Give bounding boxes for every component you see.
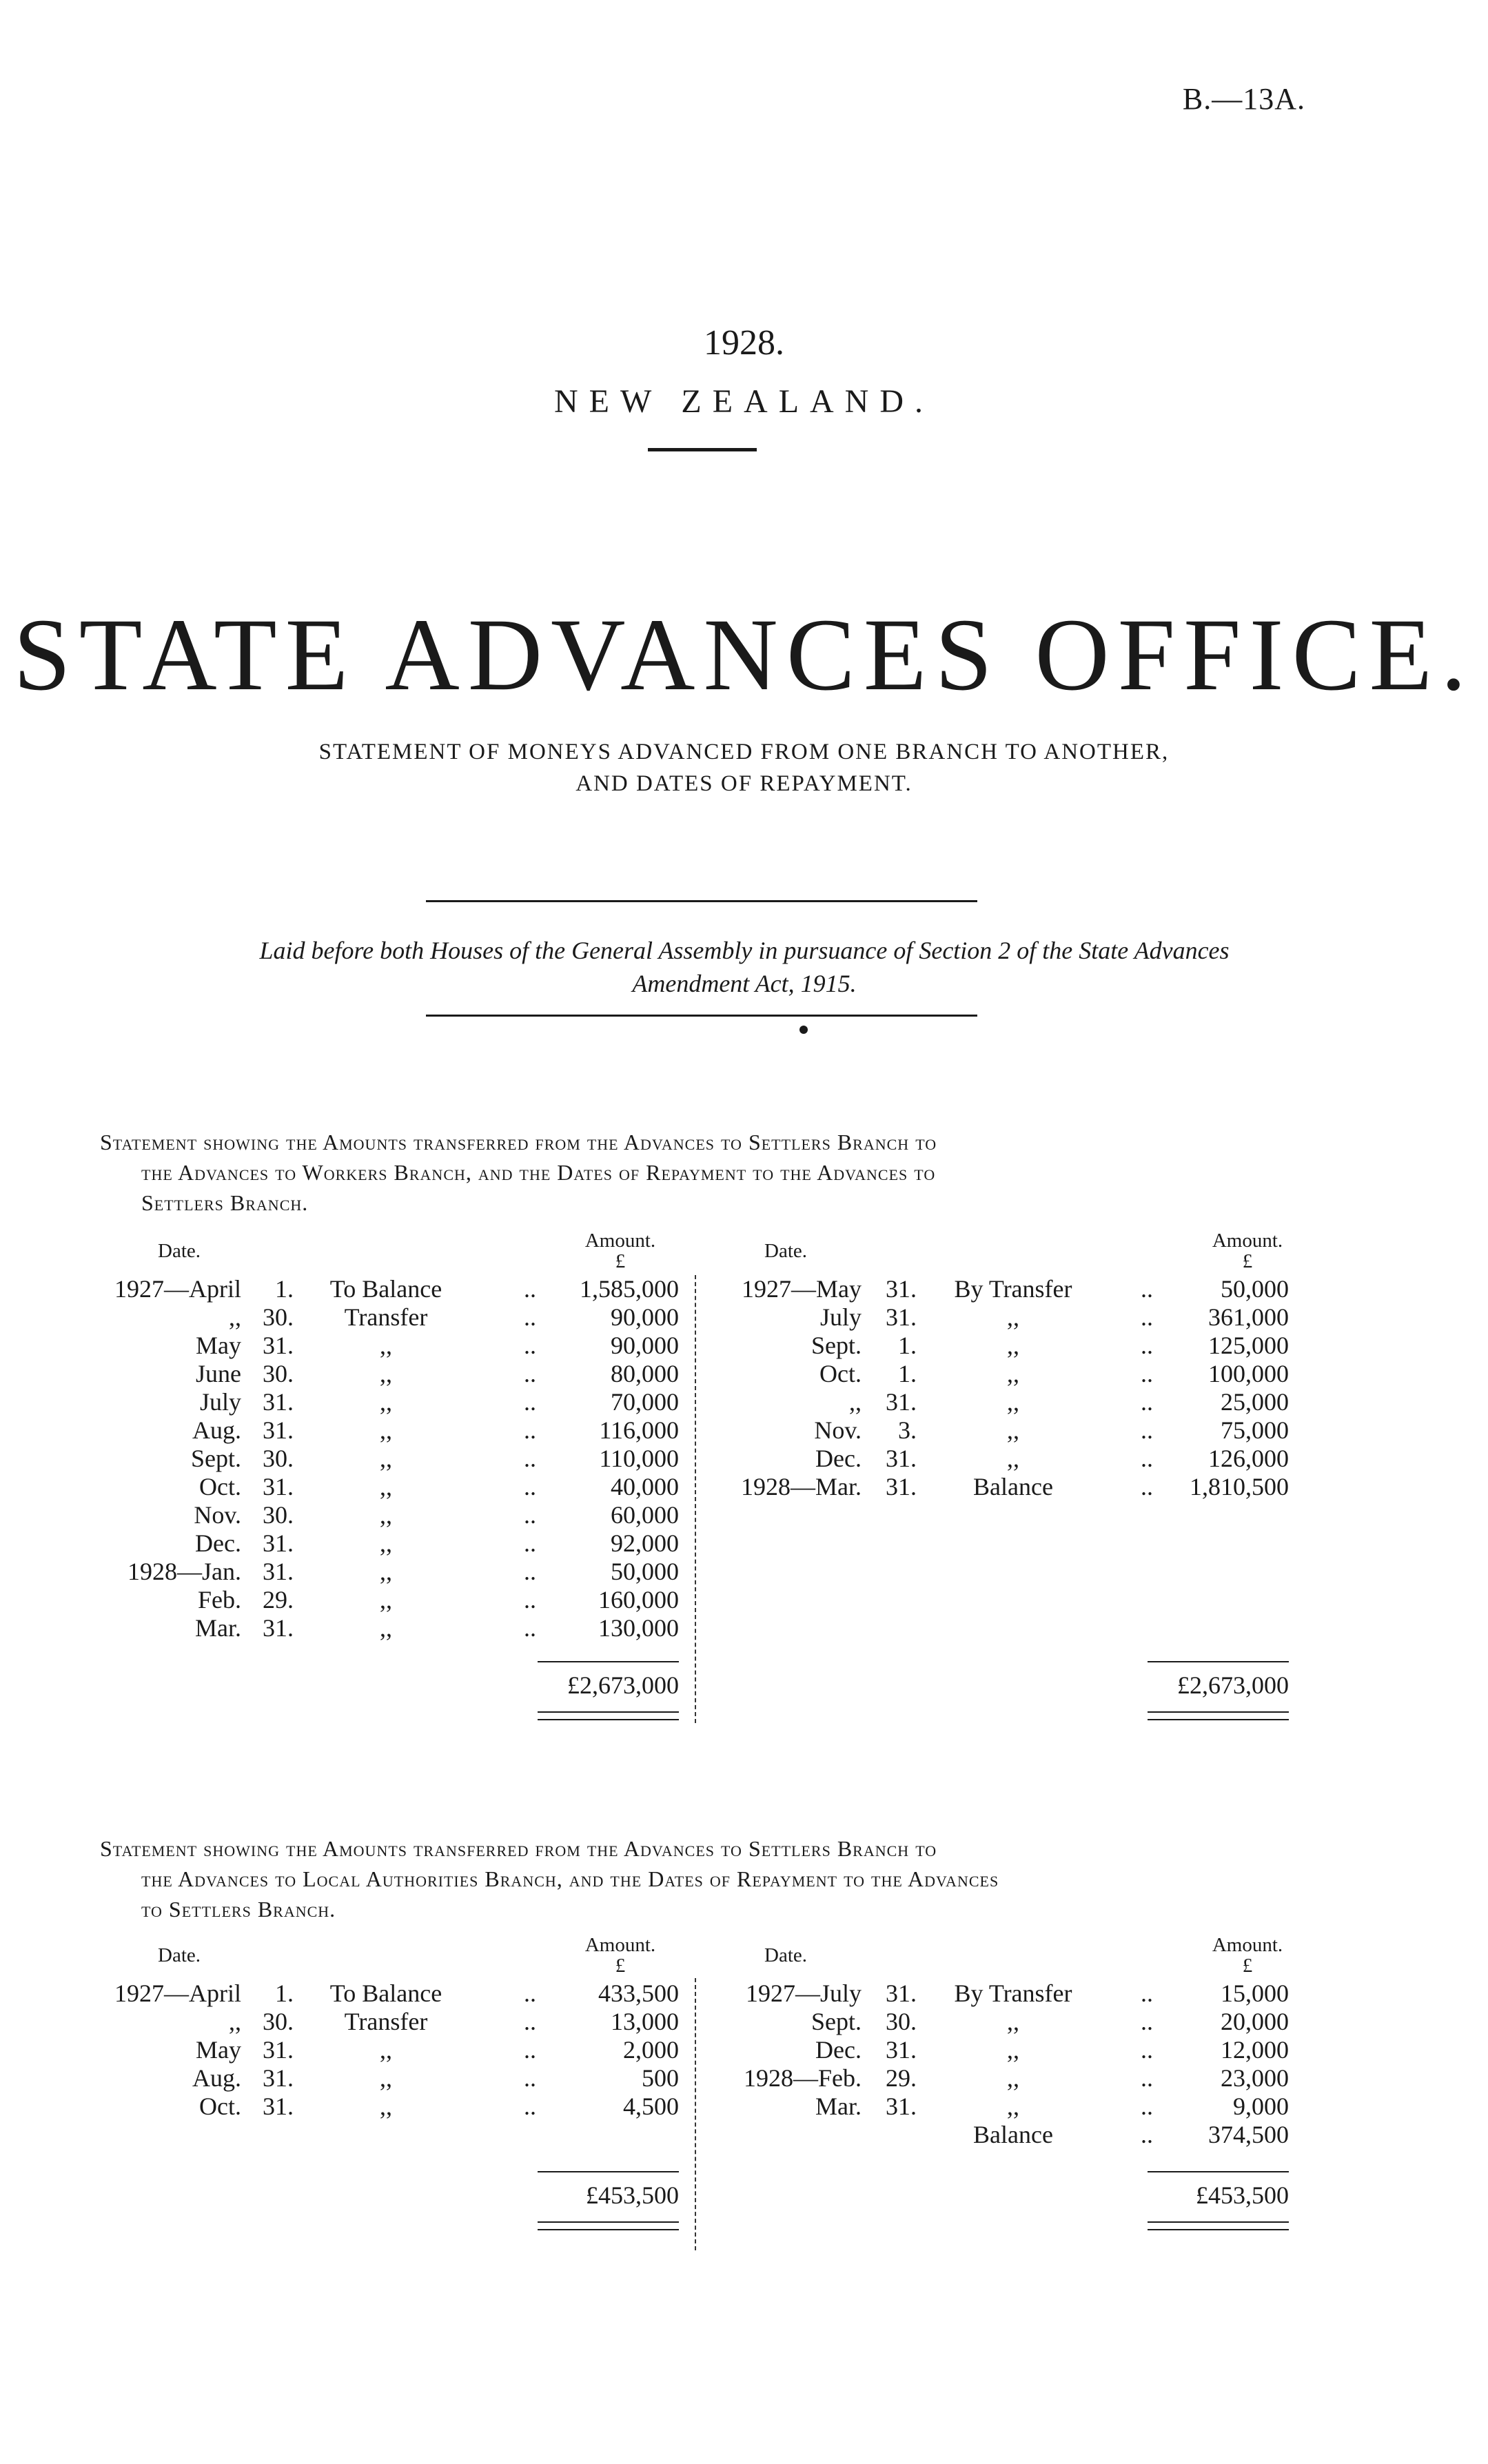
ledger-date: 1927—May	[742, 1275, 862, 1303]
ledger-day: 30.	[263, 2008, 294, 2035]
ledger-description: ,,	[380, 1332, 392, 1359]
currency-symbol: £	[1242, 1250, 1253, 1272]
ledger-description: ,,	[380, 2064, 392, 2092]
ledger-description: ,,	[380, 2093, 392, 2120]
ledger-amount: 116,000	[599, 1416, 679, 1444]
statement-2-heading-line-1: Statement showing the Amounts transferred from the Advances to Settlers Branch to	[100, 1836, 937, 1861]
ledger-date: Dec.	[815, 1445, 862, 1472]
ledger-date: ,,	[229, 1303, 241, 1331]
ledger-day: 31.	[263, 1614, 294, 1642]
ledger-day: 31.	[263, 2064, 294, 2092]
statement-1-heading-line-1: Statement showing the Amounts transferred from the Advances to Settlers Branch to	[100, 1130, 937, 1154]
leader-dots: ..	[524, 1360, 536, 1387]
ledger-day: 1.	[898, 1360, 917, 1387]
report-reference: B.—13A.	[1182, 82, 1305, 116]
ledger-day: 31.	[886, 2036, 917, 2064]
statement-1-heading-line-2: the Advances to Workers Branch, and the Dates of Repayment to the Advances to	[141, 1160, 936, 1185]
statement-2-left-double-rule	[538, 2221, 679, 2230]
ledger-day: 31.	[886, 1388, 917, 1416]
statement-2-right-sum-rule	[1148, 2171, 1289, 2172]
statement-1-right-sum-rule	[1148, 1661, 1289, 1662]
leader-dots: ..	[524, 1501, 536, 1529]
ledger-amount: 110,000	[599, 1445, 679, 1472]
ledger-amount: 160,000	[598, 1586, 679, 1613]
report-year: 1928.	[704, 323, 784, 363]
statement-2-heading-line-3: to Settlers Branch.	[141, 1897, 336, 1922]
ledger-date: May	[196, 2036, 241, 2064]
ledger-description: ,,	[1007, 1360, 1019, 1387]
ledger-row	[0, 1416, 1488, 1444]
leader-dots: ..	[524, 1586, 536, 1613]
ledger-date: 1928—Jan.	[128, 1558, 241, 1585]
ledger-amount: 433,500	[598, 1979, 679, 2007]
ledger-amount: 1,585,000	[580, 1275, 679, 1303]
ledger-date: Sept.	[190, 1445, 241, 1472]
ledger-amount: 60,000	[611, 1501, 679, 1529]
ledger-row	[0, 1558, 1488, 1585]
statement-1-left-sum-rule	[538, 1661, 679, 1662]
divider-rule-upper	[426, 900, 977, 902]
subtitle-line-1: STATEMENT OF MONEYS ADVANCED FROM ONE BRANCH TO ANOTHER,	[318, 740, 1170, 764]
ledger-day: 31.	[263, 1529, 294, 1557]
ledger-row	[0, 1332, 1488, 1359]
ledger-date: 1927—April	[114, 1275, 241, 1303]
ledger-amount: 70,000	[611, 1388, 679, 1416]
ledger-date: Nov.	[814, 1416, 862, 1444]
laid-line-1: Laid before both Houses of the General Assembly in pursuance of Section 2 of the State Advances	[259, 937, 1230, 964]
amount-header-label: Amount.	[584, 1934, 656, 1956]
statement-1-column-divider	[695, 1275, 696, 1723]
ledger-amount: 361,000	[1208, 1303, 1289, 1331]
statement-2-column-divider	[695, 1978, 696, 2250]
ledger-day: 1.	[275, 1275, 294, 1303]
ledger-row	[0, 2008, 1488, 2035]
ledger-date: Oct.	[199, 1473, 241, 1500]
ledger-amount: 50,000	[611, 1558, 679, 1585]
country-heading: NEW ZEALAND.	[553, 383, 935, 420]
leader-dots: ..	[524, 1388, 536, 1416]
leader-dots: ..	[1141, 1473, 1153, 1500]
ledger-date: 1928—Feb.	[744, 2064, 862, 2092]
leader-dots: ..	[524, 2064, 536, 2092]
ledger-date: May	[196, 1332, 241, 1359]
leader-dots: ..	[524, 2008, 536, 2035]
leader-dots: ..	[524, 1416, 536, 1444]
statement-2-left-amount-header	[565, 1935, 675, 1976]
ledger-day: 31.	[263, 1332, 294, 1359]
leader-dots: ..	[524, 1332, 536, 1359]
ledger-day: 30.	[263, 1360, 294, 1387]
ledger-date: Oct.	[199, 2093, 241, 2120]
ledger-date: 1927—July	[745, 1979, 862, 2007]
ledger-row	[0, 1586, 1488, 1613]
amount-header-label: Amount.	[1212, 1934, 1283, 1956]
ledger-description: ,,	[380, 1558, 392, 1585]
ledger-description: ,,	[1007, 1416, 1019, 1444]
amount-header-label: Amount.	[1212, 1230, 1283, 1252]
ledger-row	[0, 1614, 1488, 1642]
statement-1-right-double-rule	[1148, 1711, 1289, 1720]
ledger-description: ,,	[380, 2036, 392, 2064]
statement-1-left-date-header: Date.	[158, 1240, 201, 1262]
leader-dots: ..	[524, 1558, 536, 1585]
ledger-description: ,,	[380, 1360, 392, 1387]
ledger-date: Dec.	[815, 2036, 862, 2064]
ledger-row	[0, 1445, 1488, 1472]
ledger-row	[0, 2064, 1488, 2092]
ledger-date: Mar.	[195, 1614, 241, 1642]
ledger-date: 1927—April	[114, 1979, 241, 2007]
leader-dots: ..	[1141, 1416, 1153, 1444]
title-rule	[648, 448, 757, 451]
statement-1-right-date-header: Date.	[764, 1240, 807, 1262]
ledger-description: Transfer	[344, 1303, 428, 1331]
leader-dots: ..	[1141, 2093, 1153, 2120]
ledger-date: Aug.	[192, 1416, 241, 1444]
statement-2-left-total: £453,500	[586, 2181, 679, 2209]
leader-dots: ..	[524, 2036, 536, 2064]
leader-dots: ..	[524, 1529, 536, 1557]
leader-dots: ..	[524, 2093, 536, 2120]
ledger-date: Feb.	[198, 1586, 241, 1613]
ledger-amount: 25,000	[1221, 1388, 1289, 1416]
ledger-row	[0, 1275, 1488, 1303]
statement-1-left-amount-header	[565, 1230, 675, 1272]
ledger-description: ,,	[1007, 1388, 1019, 1416]
ledger-row	[0, 1303, 1488, 1331]
ledger-row	[0, 1979, 1488, 2007]
ledger-description: ,,	[1007, 2008, 1019, 2035]
ledger-day: 30.	[263, 1445, 294, 1472]
ledger-amount: 100,000	[1208, 1360, 1289, 1387]
leader-dots: ..	[1141, 1388, 1153, 1416]
ledger-day: 29.	[263, 1586, 294, 1613]
leader-dots: ..	[1141, 1275, 1153, 1303]
ledger-amount: 12,000	[1221, 2036, 1289, 2064]
ledger-row	[0, 2093, 1488, 2120]
leader-dots: ..	[1141, 1332, 1153, 1359]
statement-2-left-date-header: Date.	[158, 1944, 201, 1966]
ledger-description: ,,	[1007, 1303, 1019, 1331]
ledger-description: ,,	[380, 1445, 392, 1472]
ledger-day: 31.	[263, 1558, 294, 1585]
ledger-amount: 130,000	[598, 1614, 679, 1642]
ledger-amount: 80,000	[611, 1360, 679, 1387]
ledger-day: 31.	[263, 1416, 294, 1444]
ledger-description: ,,	[380, 1473, 392, 1500]
statement-2-right-amount-header	[1192, 1935, 1303, 1976]
ledger-description: ,,	[1007, 1332, 1019, 1359]
ledger-amount: 90,000	[611, 1332, 679, 1359]
ledger-amount: 2,000	[623, 2036, 679, 2064]
laid-before-note	[103, 934, 1385, 1000]
ledger-day: 31.	[886, 1275, 917, 1303]
ledger-description: ,,	[380, 1614, 392, 1642]
ledger-day: 31.	[263, 2036, 294, 2064]
leader-dots: ..	[524, 1614, 536, 1642]
currency-symbol: £	[615, 1955, 626, 1977]
leader-dots: ..	[524, 1275, 536, 1303]
ledger-day: 31.	[263, 1388, 294, 1416]
ledger-description: Balance	[973, 1473, 1053, 1500]
ledger-day: 31.	[263, 2093, 294, 2120]
ledger-date: July	[199, 1388, 241, 1416]
ledger-row	[0, 1388, 1488, 1416]
ledger-day: 31.	[886, 1979, 917, 2007]
ledger-description: ,,	[380, 1416, 392, 1444]
ledger-description: ,,	[380, 1529, 392, 1557]
ledger-description: ,,	[380, 1586, 392, 1613]
ledger-description: ,,	[1007, 1445, 1019, 1472]
ledger-description: ,,	[380, 1388, 392, 1416]
ledger-date: Nov.	[194, 1501, 241, 1529]
subtitle-line-2: AND DATES OF REPAYMENT.	[575, 771, 913, 796]
statement-2-right-total: £453,500	[1196, 2181, 1289, 2209]
ledger-day: 31.	[886, 1303, 917, 1331]
ledger-row	[0, 1360, 1488, 1387]
ledger-date: Oct.	[819, 1360, 862, 1387]
divider-rule-lower	[426, 1015, 977, 1017]
leader-dots: ..	[1141, 1360, 1153, 1387]
leader-dots: ..	[1141, 1303, 1153, 1331]
ledger-day: 31.	[886, 1473, 917, 1500]
ledger-day: 3.	[898, 1416, 917, 1444]
ledger-day: 29.	[886, 2064, 917, 2092]
ledger-day: 30.	[263, 1501, 294, 1529]
ledger-amount: 13,000	[611, 2008, 679, 2035]
ledger-description: To Balance	[329, 1275, 442, 1303]
ledger-description: ,,	[380, 1501, 392, 1529]
leader-dots: ..	[1141, 2008, 1153, 2035]
statement-1-right-amount-header	[1192, 1230, 1303, 1272]
leader-dots: ..	[1141, 2121, 1153, 2148]
ledger-amount: 20,000	[1221, 2008, 1289, 2035]
leader-dots: ..	[524, 1979, 536, 2007]
ledger-description: ,,	[1007, 2064, 1019, 2092]
ledger-amount: 1,810,500	[1190, 1473, 1289, 1500]
ledger-date: Sept.	[811, 1332, 862, 1359]
ledger-day: 30.	[263, 1303, 294, 1331]
ledger-amount: 92,000	[611, 1529, 679, 1557]
ledger-amount: 125,000	[1208, 1332, 1289, 1359]
ledger-amount: 9,000	[1233, 2093, 1289, 2120]
ledger-row	[0, 2121, 1488, 2148]
ledger-amount: 23,000	[1221, 2064, 1289, 2092]
ledger-amount: 90,000	[611, 1303, 679, 1331]
laid-line-2: Amendment Act, 1915.	[632, 970, 857, 997]
ledger-description: Balance	[973, 2121, 1053, 2148]
ledger-description: To Balance	[329, 1979, 442, 2007]
ledger-description: ,,	[1007, 2036, 1019, 2064]
ledger-day: 1.	[898, 1332, 917, 1359]
leader-dots: ..	[1141, 2064, 1153, 2092]
ledger-amount: 50,000	[1221, 1275, 1289, 1303]
currency-symbol: £	[615, 1250, 626, 1272]
ledger-day: 31.	[263, 1473, 294, 1500]
ledger-date: Sept.	[811, 2008, 862, 2035]
statement-1-heading-line-3: Settlers Branch.	[141, 1190, 309, 1215]
ledger-date: Dec.	[195, 1529, 241, 1557]
amount-header-label: Amount.	[584, 1230, 656, 1252]
page-title: STATE ADVANCES OFFICE.	[13, 598, 1475, 712]
statement-2-left-sum-rule	[538, 2171, 679, 2172]
ledger-row	[0, 2036, 1488, 2064]
ledger-day: 30.	[886, 2008, 917, 2035]
leader-dots: ..	[1141, 1979, 1153, 2007]
ledger-day: 31.	[886, 1445, 917, 1472]
ledger-date: June	[196, 1360, 241, 1387]
ledger-day: 31.	[886, 2093, 917, 2120]
statement-2-heading-line-2: the Advances to Local Authorities Branch, and the Dates of Repayment to the Advances	[141, 1866, 999, 1891]
ledger-amount: 500	[642, 2064, 679, 2092]
ledger-row	[0, 1529, 1488, 1557]
page-subtitle	[0, 736, 1488, 800]
ledger-date: ,,	[849, 1388, 862, 1416]
ledger-amount: 126,000	[1208, 1445, 1289, 1472]
statement-2-heading	[100, 1833, 1303, 1924]
leader-dots: ..	[524, 1445, 536, 1472]
statement-1-left-double-rule	[538, 1711, 679, 1720]
leader-dots: ..	[1141, 1445, 1153, 1472]
ornament-dot	[799, 1026, 808, 1034]
ledger-date: Mar.	[815, 2093, 862, 2120]
statement-1-left-total: £2,673,000	[567, 1671, 679, 1699]
leader-dots: ..	[1141, 2036, 1153, 2064]
statement-2-right-double-rule	[1148, 2221, 1289, 2230]
statement-1-heading	[100, 1127, 1303, 1218]
ledger-row	[0, 1501, 1488, 1529]
currency-symbol: £	[1242, 1955, 1253, 1977]
leader-dots: ..	[524, 1473, 536, 1500]
ledger-description: By Transfer	[954, 1275, 1072, 1303]
ledger-description: By Transfer	[954, 1979, 1072, 2007]
ledger-row	[0, 1473, 1488, 1500]
ledger-amount: 4,500	[623, 2093, 679, 2120]
statement-1-right-total: £2,673,000	[1177, 1671, 1289, 1699]
ledger-amount: 15,000	[1221, 1979, 1289, 2007]
ledger-date: July	[819, 1303, 862, 1331]
ledger-day: 1.	[275, 1979, 294, 2007]
ledger-description: Transfer	[344, 2008, 428, 2035]
ledger-date: ,,	[229, 2008, 241, 2035]
ledger-amount: 75,000	[1221, 1416, 1289, 1444]
ledger-amount: 40,000	[611, 1473, 679, 1500]
leader-dots: ..	[524, 1303, 536, 1331]
ledger-date: Aug.	[192, 2064, 241, 2092]
ledger-date: 1928—Mar.	[741, 1473, 862, 1500]
ledger-description: ,,	[1007, 2093, 1019, 2120]
ledger-amount: 374,500	[1208, 2121, 1289, 2148]
statement-2-right-date-header: Date.	[764, 1944, 807, 1966]
